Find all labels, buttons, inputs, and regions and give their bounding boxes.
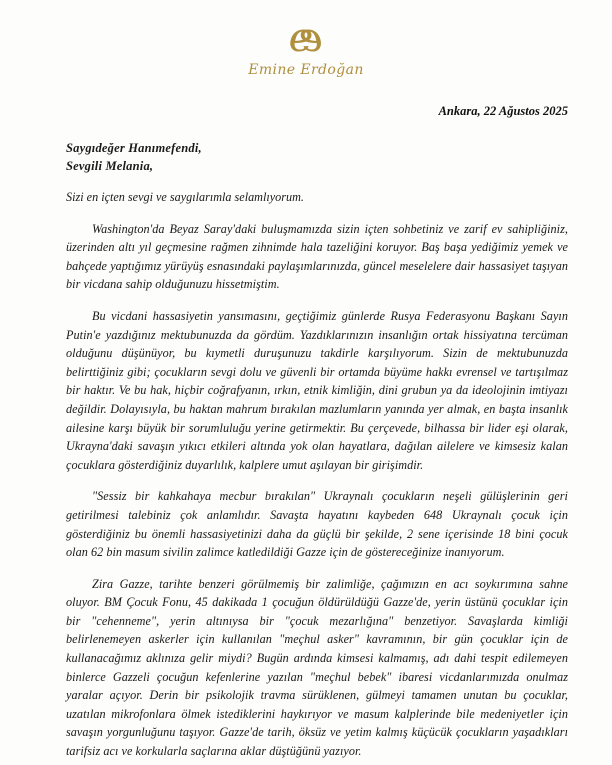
salutation-line-2: Sevgili Melania,	[66, 159, 154, 173]
monogram-logo	[0, 15, 612, 61]
letter-body	[0, 141, 612, 761]
paragraph-3: "Sessiz bir kahkahaya mecbur bırakılan" Ukraynalı çocukların neşeli gülüşlerinin geri getirilmesi talebiniz çok anlamlıdır. Savaşta hayatını kaybeden 648 Ukraynalı çocuk için gösterdiğiniz bu önemli hassasiyetinizi daha da güçlü bir şekilde, 2 sene içerisinde 18 bini çocuk olan 62 bin masum sivilin zalimce katledildiği Gazze için de göstereceğinize inanıyorum.	[66, 489, 568, 560]
paragraph-1: Washington'da Beyaz Saray'daki buluşmamızda sizin içten sohbetiniz ve zarif ev sahipliğiniz, üzerinden altı yıl geçmesine rağmen zihnimde hala tazeliğini koruyor. Baş başa yediğimiz yemek ve bahçede yaptığımız yürüyüş esnasındaki paylaşımlarınızda, güncel meselelere dair hassasiyet taşıyan bir vicdana sahip olduğunuzu hissetmiştim.	[66, 221, 568, 292]
letterhead	[0, 0, 612, 78]
salutation-line-1: Saygıdeğer Hanımefendi,	[66, 141, 202, 155]
paragraph-2: Bu vicdani hassasiyetin yansımasını, geçtiğimiz günlerde Rusya Federasyonu Başkanı Sayın Putin'e yazdığınız mektubunuzda da gördüm. Yazdıklarınızın insanlığın ortak hissiyatına tercüman olduğunu düşünüyor, bu kıymetli duruşunuzu takdirle karşılıyorum. Sizin de mektubunuzda belirttiğiniz gibi; çocukların sevgi dolu ve güvenli bir ortamda büyüme hakkı evrensel ve tartışılmaz bir haktır. Ve bu hak, hiçbir coğrafyanın, ırkın, etnik kimliğin, dini grubun ya da ideolojinin imtiyazı değildir. Dolayısıyla, bu haktan mahrum bırakılan mazlumların yanında yer almak, en başta insanlık ailesine karşı büyük bir sorumluluğu yerine getirmektir. Bu çerçevede, bilhassa bir lider eşi olarak, Ukrayna'daki savaşın yıkıcı etkileri altında yok olan hayatlara, dağılan ailelere ve kimsesiz kalan çocuklara gösterdiğiniz duyarlılık, kalplere umut aşılayan bir girişimdir.	[66, 308, 568, 472]
monogram-right-glyph: e	[305, 15, 323, 61]
greeting-line: Sizi en içten sevgi ve saygılarımla selamlıyorum.	[66, 190, 304, 204]
letterhead-name: Emine Erdoğan	[248, 62, 364, 78]
monogram-left-glyph: e	[288, 15, 308, 61]
letter-date: Ankara, 22 Ağustos 2025	[438, 104, 568, 118]
paragraph-4: Zira Gazze, tarihte benzeri görülmemiş bir zalimliğe, çağımızın en acı soykırımına sahne oluyor. BM Çocuk Fonu, 45 dakikada 1 çocuğun öldürüldüğü Gazze'de, yerin üstünü çocuklar için bir "cehenneme", yerin altınıysa bir "çocuk mezarlığına" benzetiyor. Savaşlarda kimliği belirlenemeyen askerler için kullanılan "meçhul asker" kavramının, bir gün çocuklar için de kullanacağımız aklınıza gelir miydi? Bugün ardında kimsesi kalmamış, adı dahi tespit edilemeyen binlerce Gazzeli çocuğun kefenlerine yazılan "meçhul bebek" ibaresi vicdanlarımızda onulmaz yaralar açıyor. Derin bir psikolojik travma sürüklenen, gülmeyi tamamen unutan bu çocuklar, uzatılan mikrofonlara ölmek istediklerini haykırıyor ve masum kalplerinde bile medeniyetler için savaşın yorgunluğunu taşıyor. Gazze'de tarih, öksüz ve yetim kalmış küçücük çocukların yaşadıkları tarifsiz acı ve korkularla saçlarına aklar düştüğünü yazıyor.	[66, 576, 568, 759]
